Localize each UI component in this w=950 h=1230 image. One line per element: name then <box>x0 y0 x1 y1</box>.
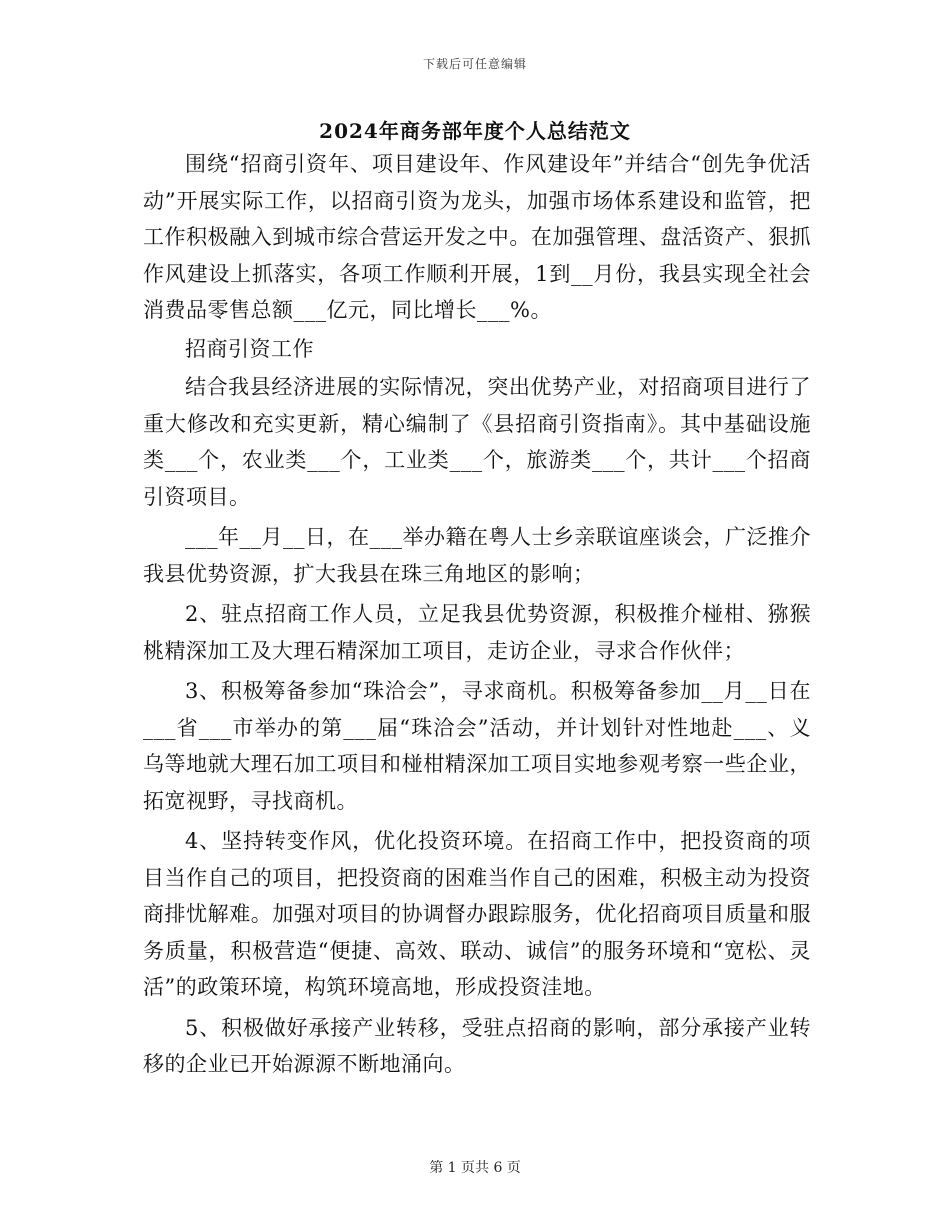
paragraph-item-5: 5、积极做好承接产业转移，受驻点招商的影响，部分承接产业转移的企业已开始源源不断地涌向。 <box>143 1015 811 1076</box>
document-title: 2024年商务部年度个人总结范文 <box>319 119 631 143</box>
paragraph-intro: 围绕“招商引资年、项目建设年、作风建设年”并结合“创先争优活动”开展实际工作，以招商引资为龙头，加强市场体系建设和监管，把工作积极融入到城市综合营运开发之中。在加强管理、盘活资产、狠抓作风建设上抓落实，各项工作顺利开展，1到__月份，我县实现全社会消费品零售总额___亿元，同比增长___%。 <box>143 152 811 322</box>
paragraph-investment-guide: 结合我县经济进展的实际情况，突出优势产业，对招商项目进行了重大修改和充实更新，精心编制了《县招商引资指南》。其中基础设施类___个，农业类___个，工业类___个，旅游类___个，共计___个招商引资项目。 <box>143 375 811 509</box>
paragraph-item-4: 4、坚持转变作风，优化投资环境。在招商工作中，把投资商的项目当作自己的项目，把投资商的困难当作自己的困难，积极主动为投资商排忧解难。加强对项目的协调督办跟踪服务，优化招商项目质量和服务质量，积极营造“便捷、高效、联动、诚信”的服务环境和“宽松、灵活”的政策环境，构筑环境高地，形成投资洼地。 <box>143 829 811 999</box>
header-note: 下载后可任意编辑 <box>422 57 527 71</box>
paragraph-item-3: 3、积极筹备参加“珠洽会”，寻求商机。积极筹备参加__月__日在___省___市举办的第___届“珠洽会”活动，并计划针对性地赴___、义乌等地就大理石加工项目和椪柑精深加工项目实地参观考察一些企业，拓宽视野，寻找商机。 <box>143 679 811 813</box>
page-number-footer: 第 1 页共 6 页 <box>429 1160 521 1176</box>
document-body <box>143 146 811 1083</box>
paragraph-item-2: 2、驻点招商工作人员，立足我县优势资源，积极推介椪柑、猕猴桃精深加工及大理石精深加工项目，走访企业，寻求合作伙伴； <box>143 602 811 663</box>
section-heading-investment: 招商引资工作 <box>185 336 314 361</box>
paragraph-symposium: ___年__月__日，在___举办籍在粤人士乡亲联谊座谈会，广泛推介我县优势资源，扩大我县在珠三角地区的影响； <box>143 525 811 586</box>
